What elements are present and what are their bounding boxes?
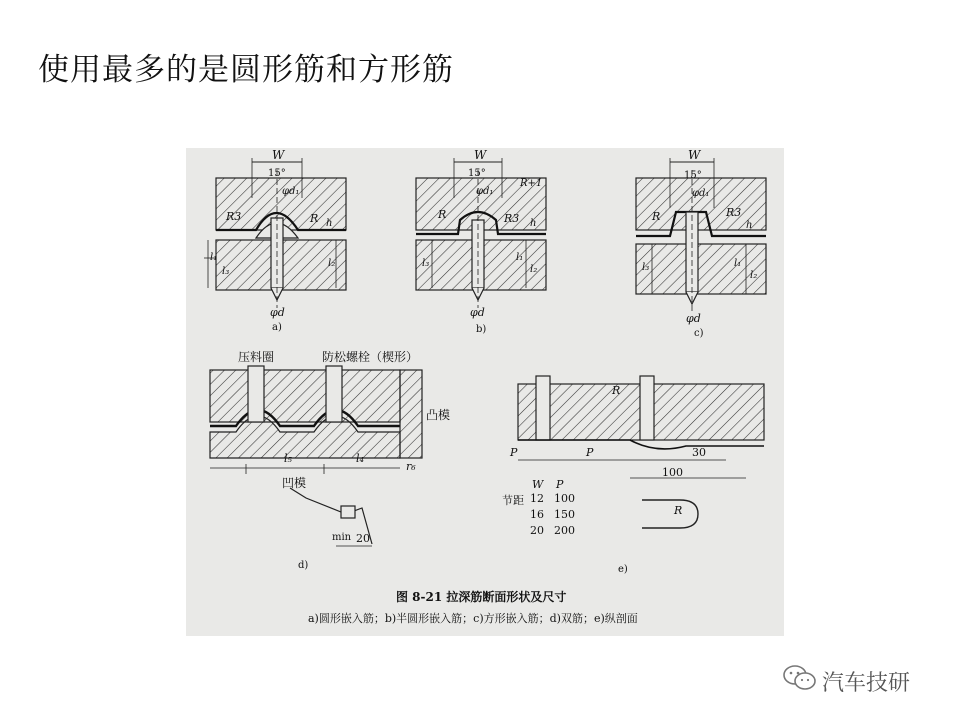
panel-c-r-label: R xyxy=(652,210,661,223)
panel-c-l3-label: l₃ xyxy=(642,262,650,273)
panel-b-letter: b) xyxy=(476,324,487,335)
panel-e-p-label-2: P xyxy=(586,446,594,459)
dim-30-label: 30 xyxy=(692,446,706,459)
pitch-row-3-w: 20 xyxy=(530,524,544,537)
panel-a-l1-label: l₁ xyxy=(210,252,218,263)
dim-100-label: 100 xyxy=(662,466,683,479)
panel-a-r-label: R xyxy=(310,212,319,225)
panel-c-h-label: h xyxy=(746,220,753,231)
panel-b-angle-label: 15° xyxy=(468,168,486,179)
pitch-row-3-p: 200 xyxy=(554,524,575,537)
panel-d-letter: d) xyxy=(298,560,309,571)
watermark xyxy=(782,662,942,698)
panel-c-letter: c) xyxy=(694,328,704,339)
panel-b-l1-label: l₁ xyxy=(516,252,524,263)
l5-label: l₅ xyxy=(284,452,292,465)
pitch-row-2-w: 16 xyxy=(530,508,544,521)
panel-e-r-label: R xyxy=(612,384,621,397)
panel-a-l3-label: l₃ xyxy=(222,266,230,277)
min-label: min xyxy=(332,532,352,543)
pressure-ring-label: 压料圈 xyxy=(238,350,275,364)
panel-b-h-label: h xyxy=(530,218,537,229)
slide-title: 使用最多的是圆形筋和方形筋 xyxy=(38,52,454,88)
panel-e-letter: e) xyxy=(618,564,628,575)
figure-caption-title: 图 8-21 拉深筋断面形状及尺寸 xyxy=(396,590,567,604)
panel-a-d-label: φd xyxy=(270,306,285,319)
pitch-col-p: P xyxy=(556,478,564,491)
panel-e-p-label-1: P xyxy=(510,446,518,459)
panel-c-r3-label: R3 xyxy=(726,206,742,219)
panel-e-profile-r-label: R xyxy=(674,504,683,517)
panel-c-angle-label: 15° xyxy=(684,170,702,181)
panel-b-d1-label: φd₁ xyxy=(476,186,494,197)
panel-b-l3-label: l₃ xyxy=(422,258,430,269)
die-label: 凹模 xyxy=(282,476,307,490)
r6-label: r₆ xyxy=(406,460,416,473)
pitch-col-w: W xyxy=(532,478,544,491)
panel-a-h-label: h xyxy=(326,218,333,229)
panel-a-angle-label: 15° xyxy=(268,168,286,179)
panel-b-r-label: R xyxy=(438,208,447,221)
panel-b-r3-label: R3 xyxy=(504,212,520,225)
panel-a-letter: a) xyxy=(272,322,282,333)
panel-c-width-label: W xyxy=(688,148,701,162)
pitch-label: 节距 xyxy=(502,494,524,507)
pitch-row-1-w: 12 xyxy=(530,492,544,505)
l4-label: l₄ xyxy=(356,452,364,465)
pitch-row-1-p: 100 xyxy=(554,492,575,505)
panel-b-rplus-label: R+1 xyxy=(520,178,543,189)
panel-c-l1-label: l₁ xyxy=(734,258,742,269)
watermark-text: 汽车技研 xyxy=(822,671,911,696)
panel-c-l2-label: l₂ xyxy=(750,270,758,281)
engineering-drawing xyxy=(186,148,784,636)
panel-c xyxy=(636,158,766,314)
panel-a-l2-label: l₂ xyxy=(328,258,336,269)
bolt-label: 防松螺栓（楔形） xyxy=(322,350,419,364)
panel-a-r3-label: R3 xyxy=(226,210,242,223)
panel-b-width-label: W xyxy=(474,148,487,162)
pitch-row-2-p: 150 xyxy=(554,508,575,521)
panel-b-l2-label: l₂ xyxy=(530,264,538,275)
panel-e xyxy=(518,376,764,528)
panel-a-width-label: W xyxy=(272,148,285,162)
wechat-icon xyxy=(782,662,818,694)
drawing-figure xyxy=(186,148,784,636)
panel-b-d-label: φd xyxy=(470,306,485,319)
punch-label: 凸模 xyxy=(426,408,451,422)
figure-caption-line: a)圆形嵌入筋；b)半圆形嵌入筋；c)方形嵌入筋；d)双筋；e)纵剖面 xyxy=(308,612,638,625)
panel-a xyxy=(204,158,346,308)
min-value: 20 xyxy=(356,532,370,545)
panel-d xyxy=(210,366,422,546)
panel-a-d1-label: φd₁ xyxy=(282,186,300,197)
panel-c-d-label: φd xyxy=(686,312,701,325)
panel-c-d1-label: φd₁ xyxy=(692,188,710,199)
